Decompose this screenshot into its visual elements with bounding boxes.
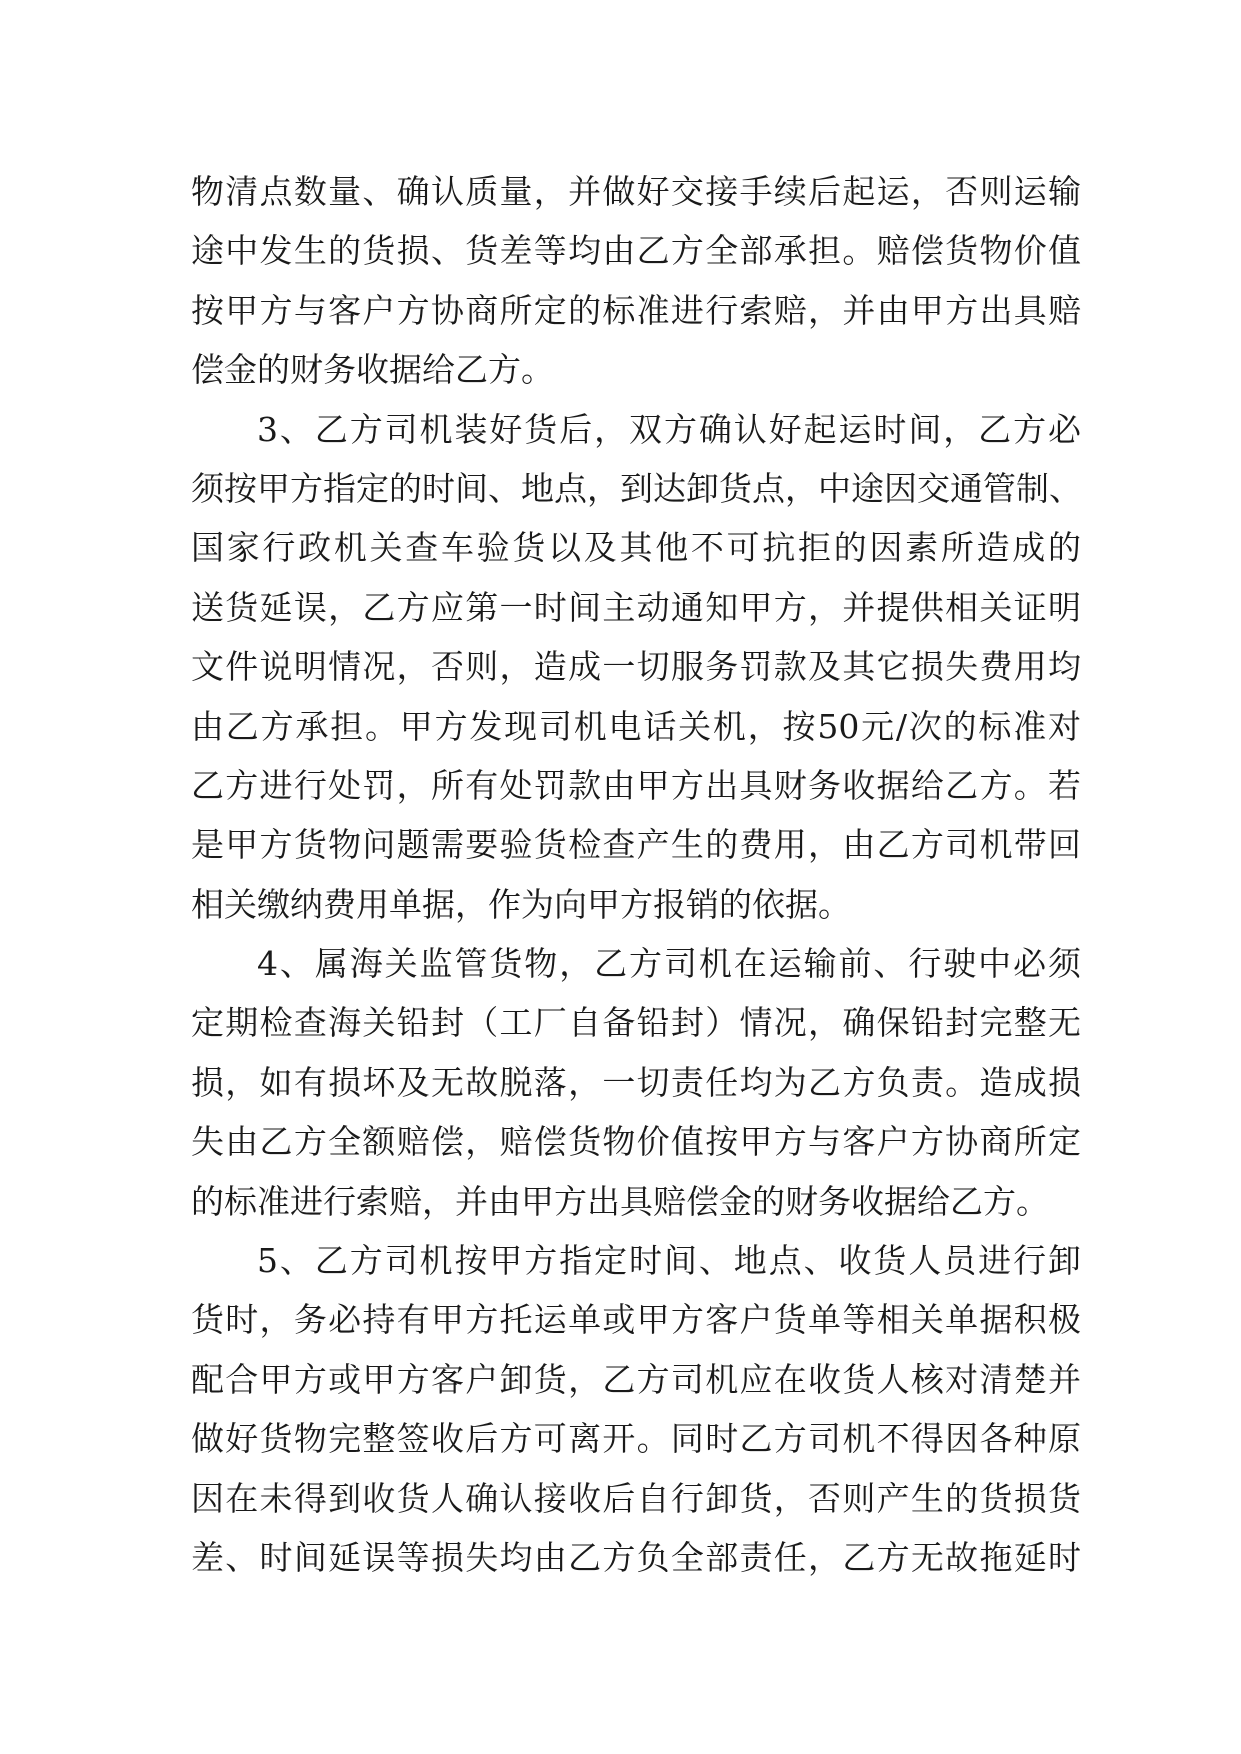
text-line: 物清点数量、确认质量，并做好交接手续后起运，否则运输 [191,172,1081,211]
text-line: 是甲方货物问题需要验货检查产生的费用，由乙方司机带回 [191,825,1081,865]
text-line: 的标准进行索赔，并由甲方出具赔偿金的财务收据给乙方。 [191,1181,1049,1221]
text-line: 途中发生的货损、货差等均由乙方全部承担。赔偿货物价值 [191,231,1081,271]
text-line: 配合甲方或甲方客户卸货，乙方司机应在收货人核对清楚并 [191,1359,1081,1399]
text-line: 差、时间延误等损失均由乙方负全部责任，乙方无故拖延时 [191,1537,1081,1577]
text-line: 失由乙方全额赔偿，赔偿货物价值按甲方与客户方协商所定 [191,1122,1081,1162]
text-line: 送货延误，乙方应第一时间主动通知甲方，并提供相关证明 [191,587,1081,627]
clause-3-first-line: 3、乙方司机装好货后，双方确认好起运时间，乙方必 [257,409,1081,449]
text-line: 偿金的财务收据给乙方。 [191,350,554,390]
text-line: 须按甲方指定的时间、地点，到达卸货点，中途因交通管制、 [191,468,1082,508]
text-line: 因在未得到收货人确认接收后自行卸货，否则产生的货损货 [191,1478,1081,1518]
text-line: 定期检查海关铅封（工厂自备铅封）情况，确保铅封完整无 [191,1003,1081,1043]
text-line: 货时，务必持有甲方托运单或甲方客户货单等相关单据积极 [191,1300,1081,1340]
text-line: 损，如有损坏及无故脱落，一切责任均为乙方负责。造成损 [191,1062,1081,1102]
text-line: 由乙方承担。甲方发现司机电话关机，按50元/次的标准对 [191,706,1081,746]
document-body [191,162,1081,1587]
clause-4-first-line: 4、属海关监管货物，乙方司机在运输前、行驶中必须 [257,944,1081,984]
text-line: 做好货物完整签收后方可离开。同时乙方司机不得因各种原 [191,1419,1081,1459]
clause-5-first-line: 5、乙方司机按甲方指定时间、地点、收货人员进行卸 [257,1241,1081,1281]
text-line: 文件说明情况，否则，造成一切服务罚款及其它损失费用均 [191,647,1081,687]
text-line: 相关缴纳费用单据，作为向甲方报销的依据。 [191,884,851,924]
text-line: 乙方进行处罚，所有处罚款由甲方出具财务收据给乙方。若 [191,765,1081,805]
text-line: 国家行政机关查车验货以及其他不可抗拒的因素所造成的 [191,528,1081,568]
text-line: 按甲方与客户方协商所定的标准进行索赔，并由甲方出具赔 [191,290,1081,330]
